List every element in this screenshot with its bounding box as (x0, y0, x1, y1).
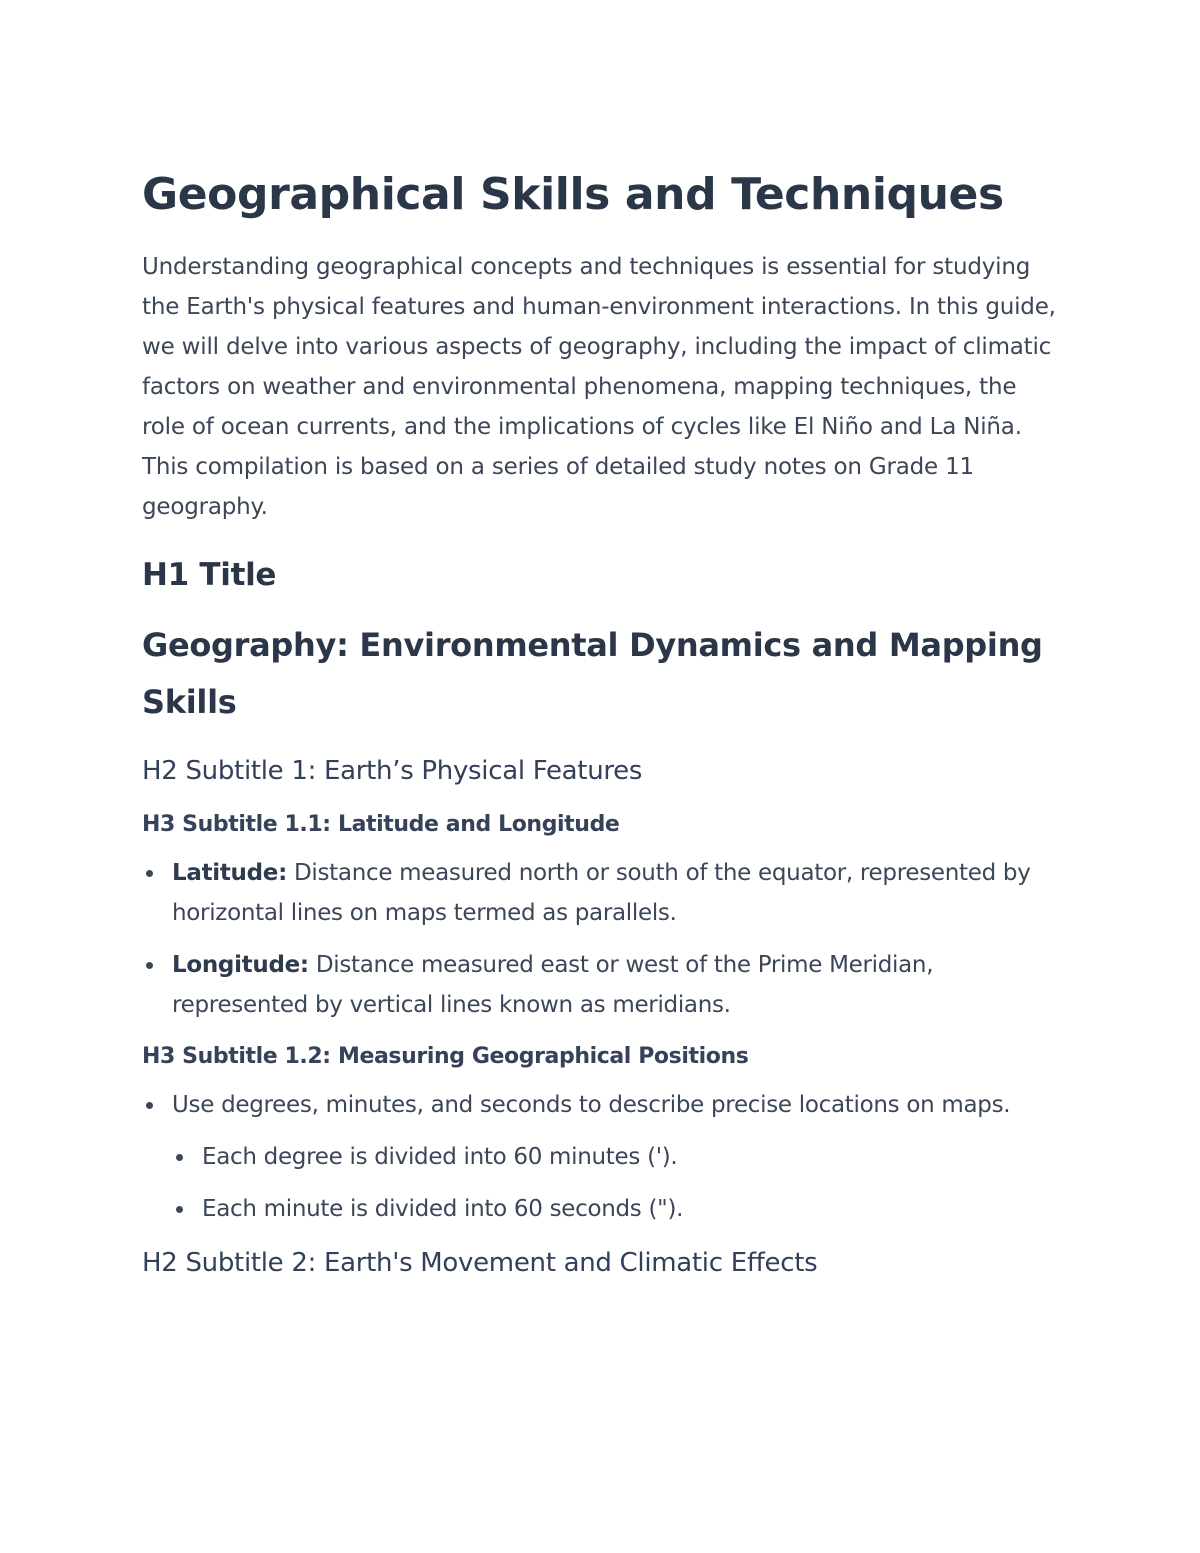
section-1-title: H2 Subtitle 1: Earth’s Physical Features (142, 756, 643, 786)
intro-paragraph: Understanding geographical concepts and techniques is essential for studying the Earth's physical features and human-environment interactions. In this guide, we will delve into various aspects of geography, including the impact of climatic factors on weather and environmental phenomena, mapping techniques, the role of ocean currents, and the implications of cycles like El Niño and La Niña. This compilation is based on a series of detailed study notes on Grade 11 geography. (142, 254, 1056, 520)
term-latitude: Latitude: (172, 860, 287, 886)
latitude-longitude-list (142, 853, 1062, 1025)
bullet-icon (176, 1154, 183, 1161)
document-content (142, 162, 1062, 1285)
h1-label: H1 Title (142, 557, 277, 593)
main-heading: Geography: Environmental Dynamics and Mapping Skills (142, 626, 1043, 721)
list-item-degrees (142, 1085, 1062, 1229)
term-longitude: Longitude: (172, 952, 309, 978)
nested-item-text: Each minute is divided into 60 seconds ("). (202, 1196, 684, 1222)
bullet-icon (146, 1102, 153, 1109)
definition-latitude: Distance measured north or south of the equator, represented by horizontal lines on maps termed as parallels. (172, 860, 1031, 926)
list-item-longitude (142, 945, 1062, 1025)
nested-list (172, 1137, 1062, 1229)
list-item-text: Use degrees, minutes, and seconds to describe precise locations on maps. (172, 1092, 1011, 1118)
measuring-positions-list (142, 1085, 1062, 1229)
subsection-1-1-title: H3 Subtitle 1.1: Latitude and Longitude (142, 812, 620, 837)
nested-item-text: Each degree is divided into 60 minutes ('). (202, 1144, 678, 1170)
nested-list-item-seconds (172, 1189, 1062, 1229)
definition-longitude: Distance measured east or west of the Prime Meridian, represented by vertical lines known as meridians. (172, 952, 934, 1018)
bullet-icon (146, 870, 153, 877)
nested-list-item-minutes (172, 1137, 1062, 1177)
bullet-icon (146, 962, 153, 969)
document-title: Geographical Skills and Techniques (142, 169, 1004, 220)
section-2-title: H2 Subtitle 2: Earth's Movement and Climatic Effects (142, 1248, 818, 1278)
subsection-1-2-title: H3 Subtitle 1.2: Measuring Geographical Positions (142, 1044, 749, 1069)
bullet-icon (176, 1206, 183, 1213)
list-item-latitude (142, 853, 1062, 933)
